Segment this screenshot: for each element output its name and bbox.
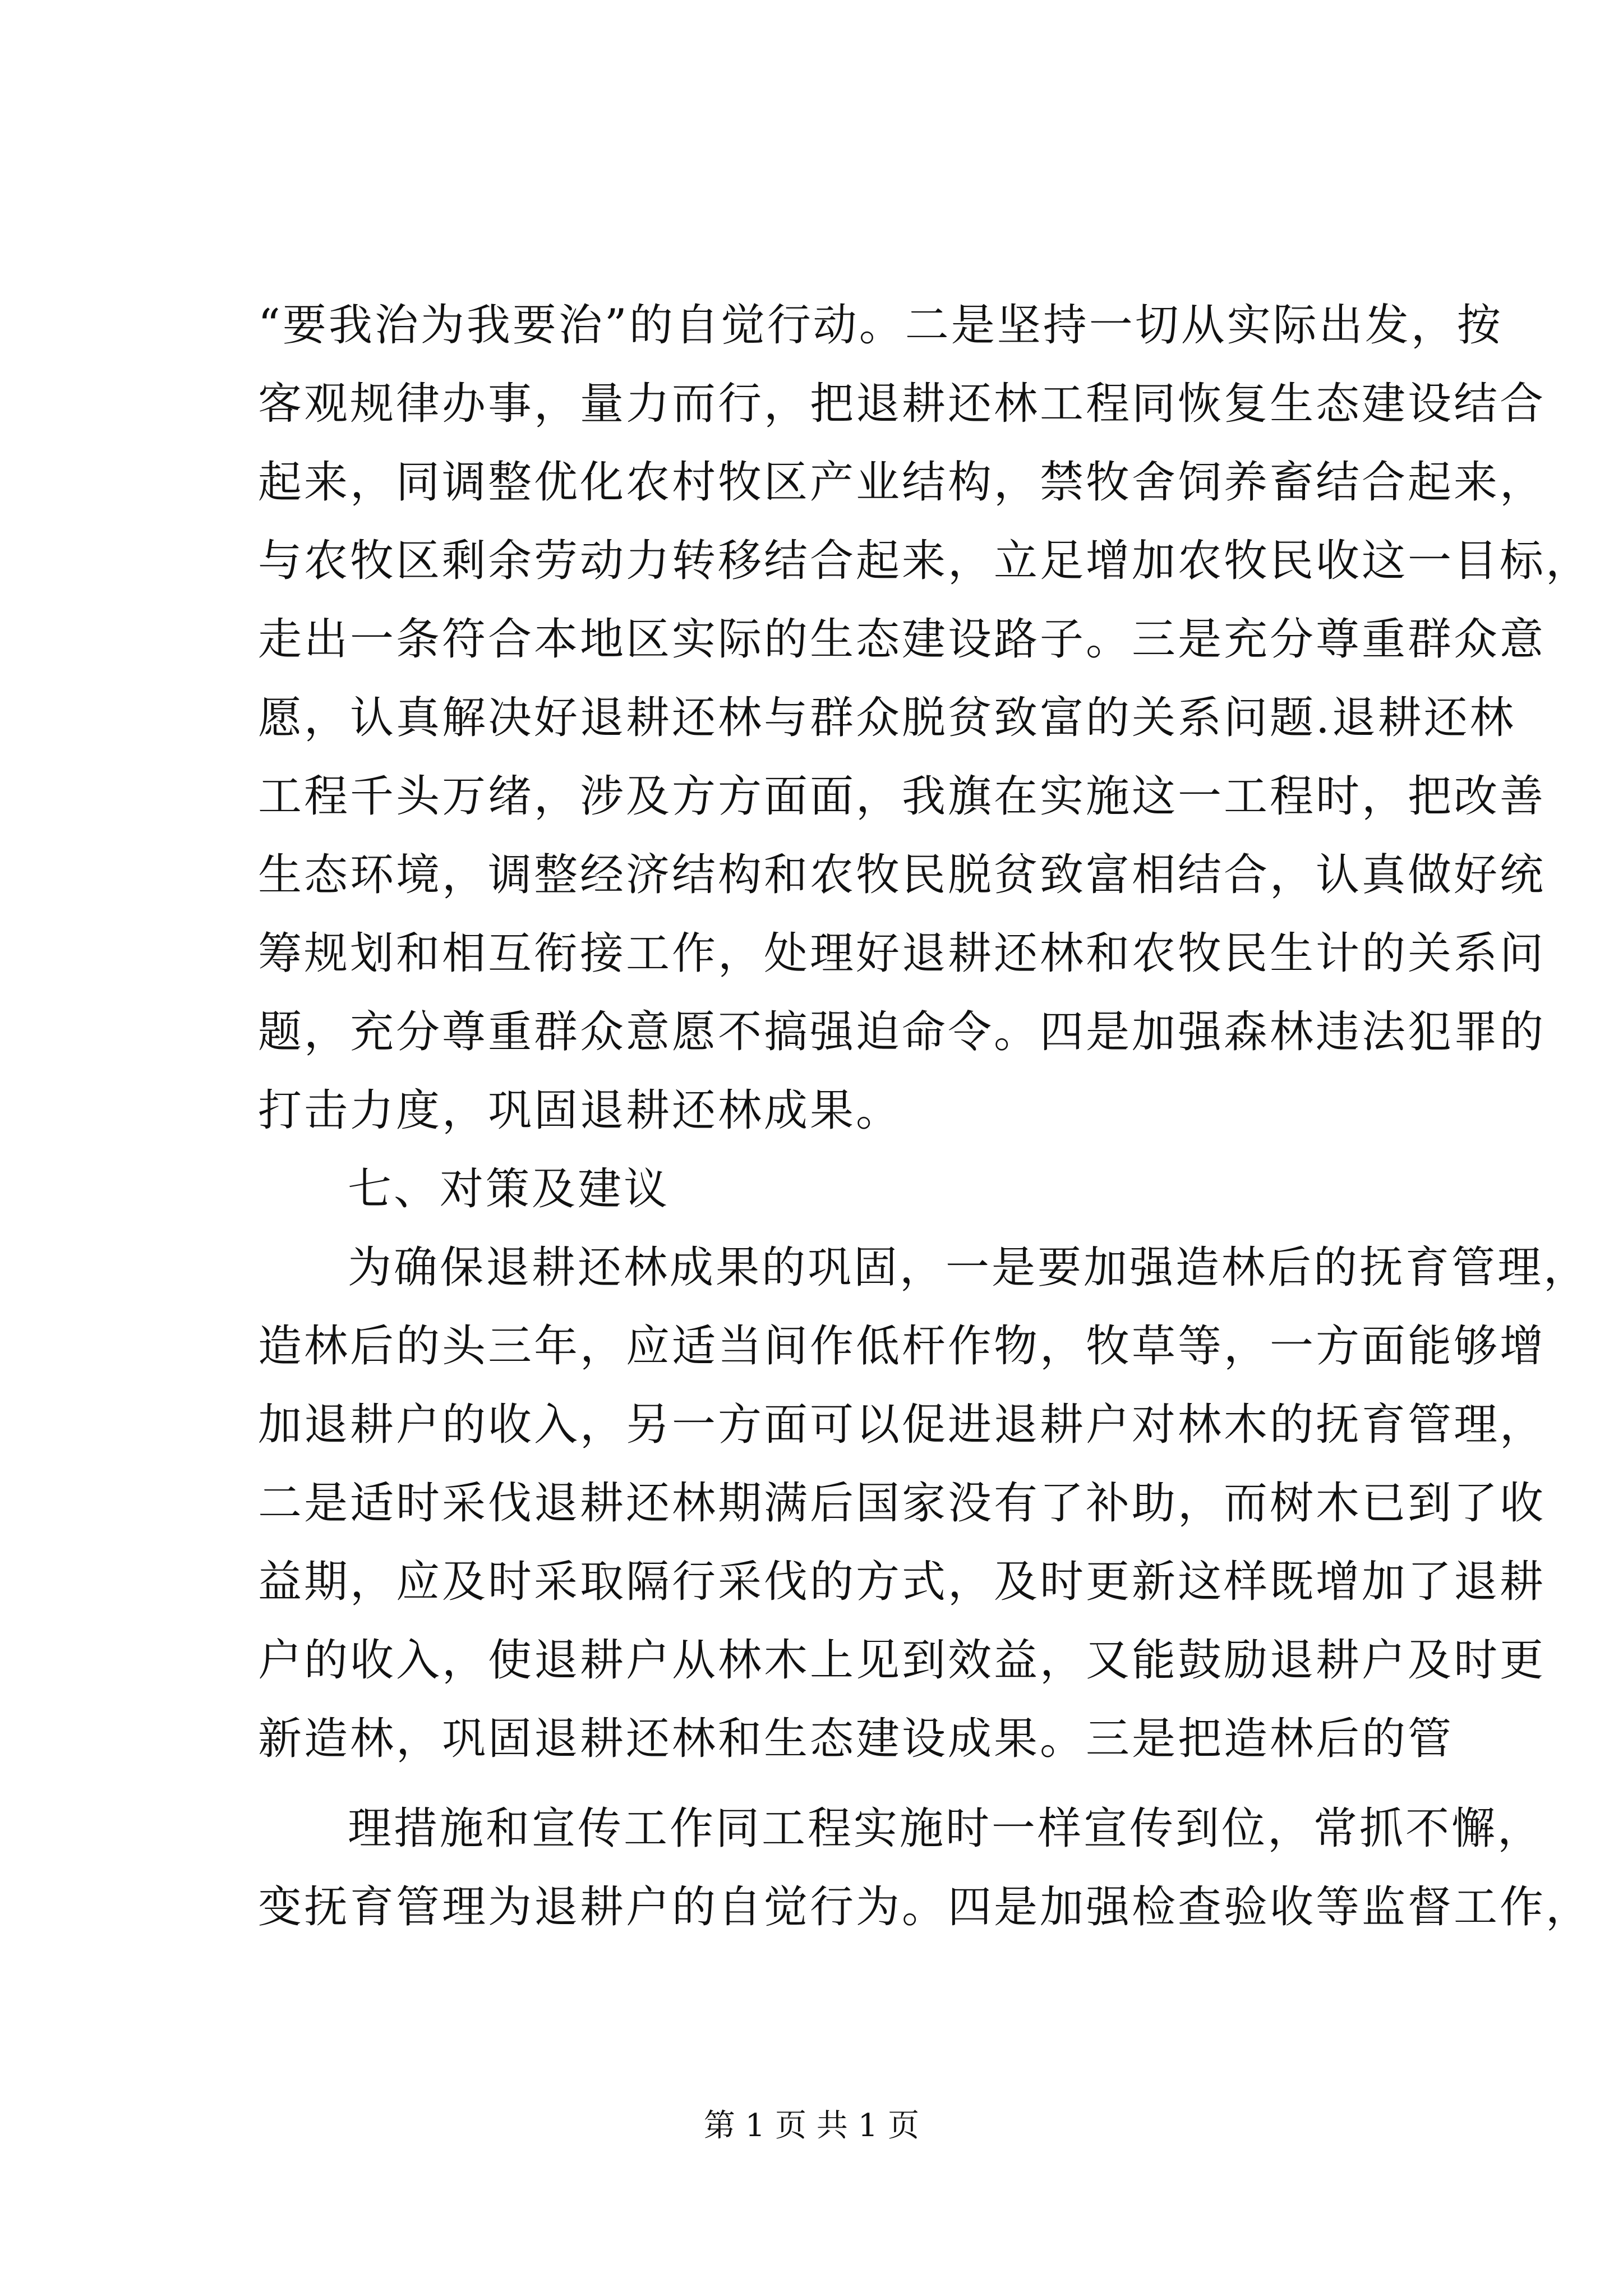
section-heading: 七、对策及建议: [348, 1164, 670, 1214]
text-line-11: 打击力度，巩固退耕还林成果。: [258, 1085, 902, 1136]
text-line-18: 户的收入，使退耕户从林木上见到效益，又能鼓励退耕户及时更: [258, 1635, 1546, 1686]
text-line-6: 愿，认真解决好退耕还林与群众脱贫致富的关系问题.退耕还林: [258, 693, 1516, 743]
text-line-3: 起来，同调整优化农村牧区产业结构，禁牧舍饲养畜结合起来，: [258, 457, 1546, 508]
text-line-21: 变抚育管理为退耕户的自觉行为。四是加强检查验收等监督工作，: [258, 1882, 1592, 1932]
text-line-13: 为确保退耕还林成果的巩固，一是要加强造林后的抚育管理，: [348, 1243, 1590, 1293]
text-line-2: 客观规律办事，量力而行，把退耕还林工程同恢复生态建设结合: [258, 379, 1546, 429]
text-line-17: 益期，应及时采取隔行采伐的方式，及时更新这样既增加了退耕: [258, 1557, 1546, 1607]
text-line-4: 与农牧区剩余劳动力转移结合起来，立足增加农牧民收这一目标，: [258, 536, 1592, 586]
text-line-7: 工程千头万绪，涉及方方面面，我旗在实施这一工程时，把改善: [258, 771, 1546, 822]
text-line-16: 二是适时采伐退耕还林期满后国家没有了补助，而树木已到了收: [258, 1478, 1546, 1529]
text-line-10: 题，充分尊重群众意愿不搞强迫命令。四是加强森林违法犯罪的: [258, 1007, 1546, 1057]
text-line-14: 造林后的头三年，应适当间作低杆作物，牧草等，一方面能够增: [258, 1321, 1546, 1372]
text-line-1: “要我治为我要治”的自觉行动。二是坚持一切从实际出发，按: [258, 300, 1503, 351]
text-line-5: 走出一条符合本地区实际的生态建设路子。三是充分尊重群众意: [258, 614, 1546, 665]
text-line-8: 生态环境，调整经济结构和农牧民脱贫致富相结合，认真做好统: [258, 850, 1546, 900]
text-line-20: 理措施和宣传工作同工程实施时一样宣传到位，常抓不懈，: [348, 1803, 1544, 1854]
page-footer: 第 1 页 共 1 页: [703, 2108, 920, 2144]
text-line-19: 新造林，巩固退耕还林和生态建设成果。三是把造林后的管: [258, 1714, 1454, 1764]
text-line-9: 筹规划和相互衔接工作，处理好退耕还林和农牧民生计的关系问: [258, 928, 1546, 979]
text-line-15: 加退耕户的收入，另一方面可以促进退耕户对林木的抚育管理，: [258, 1400, 1546, 1450]
